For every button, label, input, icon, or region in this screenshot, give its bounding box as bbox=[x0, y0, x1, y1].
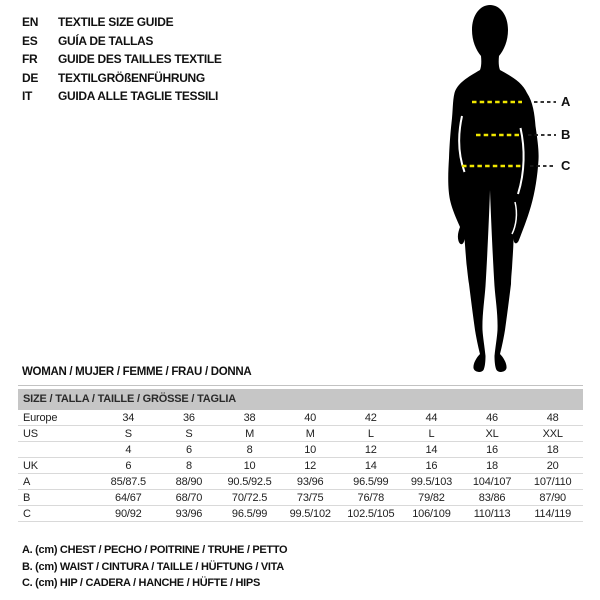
size-cell: 76/78 bbox=[357, 491, 385, 504]
row-label: B bbox=[23, 491, 31, 504]
row-label: US bbox=[23, 427, 38, 440]
size-row-a-chest bbox=[18, 474, 583, 490]
woman-silhouette bbox=[448, 5, 538, 372]
size-row-uk bbox=[18, 458, 583, 474]
size-cell: 110/113 bbox=[473, 507, 511, 520]
size-cell: M bbox=[305, 427, 315, 440]
size-cell: 102.5/105 bbox=[347, 507, 395, 520]
size-cell: 99.5/103 bbox=[410, 475, 453, 488]
row-label: C bbox=[23, 507, 31, 520]
size-row-b-waist bbox=[18, 490, 583, 506]
lang-code: EN bbox=[22, 15, 39, 30]
size-cell: 79/82 bbox=[418, 491, 445, 504]
lang-code: DE bbox=[22, 70, 39, 85]
size-cell: 14 bbox=[364, 459, 377, 472]
measure-label-c: C bbox=[561, 158, 571, 173]
size-cell: 12 bbox=[304, 459, 317, 472]
size-table-header: SIZE / TALLA / TAILLE / GRÖSSE / TAGLIA bbox=[18, 389, 583, 410]
lang-code: IT bbox=[22, 89, 33, 104]
row-label: Europe bbox=[23, 411, 58, 424]
size-cell: 90.5/92.5 bbox=[227, 475, 272, 488]
lang-row-fr bbox=[22, 50, 222, 69]
size-cell: 114/119 bbox=[534, 507, 572, 520]
size-cell: 14 bbox=[425, 443, 438, 456]
lang-row-it bbox=[22, 87, 222, 106]
size-cell: 18 bbox=[546, 443, 559, 456]
size-cell: 85/87.5 bbox=[110, 475, 146, 488]
size-cell: 99.5/102 bbox=[289, 507, 331, 520]
size-cell: 106/109 bbox=[412, 507, 451, 520]
size-cell: 90/92 bbox=[115, 507, 142, 520]
size-cell: 8 bbox=[185, 459, 192, 472]
size-cell: 18 bbox=[486, 459, 498, 472]
size-cell: 44 bbox=[425, 411, 438, 424]
size-cell: 96.5/99 bbox=[231, 507, 268, 520]
size-cell: XXL bbox=[542, 427, 563, 440]
woman-silhouette-figure bbox=[408, 4, 571, 376]
size-cell: 46 bbox=[486, 411, 498, 424]
lang-row-de bbox=[22, 69, 222, 88]
size-cell: 10 bbox=[304, 443, 317, 456]
measure-label-a: A bbox=[561, 94, 571, 109]
lang-code: FR bbox=[22, 52, 38, 67]
size-row-c-hip bbox=[18, 506, 583, 522]
size-table bbox=[18, 385, 583, 522]
row-label: UK bbox=[23, 459, 38, 472]
lang-row-es bbox=[22, 32, 222, 51]
size-cell: XL bbox=[485, 427, 499, 440]
size-row-us-numeric bbox=[18, 442, 583, 458]
size-cell: 83/86 bbox=[478, 491, 506, 504]
language-title-block bbox=[22, 13, 222, 106]
size-cell: 88/90 bbox=[175, 475, 203, 488]
lang-row-en bbox=[22, 13, 222, 32]
size-row-europe bbox=[18, 410, 583, 426]
legend-item-b-waist: B. (cm) WAIST / CINTURA / TAILLE / HÜFTUNG / VITA bbox=[22, 560, 284, 573]
legend-item-c-hip: C. (cm) HIP / CADERA / HANCHE / HÜFTE / HIPS bbox=[22, 577, 260, 590]
lang-code: ES bbox=[22, 33, 38, 48]
size-cell: 107/110 bbox=[533, 475, 572, 488]
row-label: A bbox=[23, 475, 31, 488]
size-cell: 10 bbox=[243, 459, 256, 472]
section-title-woman: WOMAN / MUJER / FEMME / FRAU / DONNA bbox=[22, 366, 252, 378]
size-cell: S bbox=[185, 427, 193, 440]
size-cell: 8 bbox=[246, 443, 253, 456]
size-cell: 34 bbox=[122, 411, 135, 424]
size-cell: M bbox=[245, 427, 255, 440]
size-cell: L bbox=[367, 427, 374, 440]
size-cell: 96.5/99 bbox=[353, 475, 389, 488]
lang-label: GUIDA ALLE TAGLIE TESSILI bbox=[58, 89, 219, 104]
lang-label: TEXTILGRÖßENFÜHRUNG bbox=[58, 70, 205, 85]
size-cell: 20 bbox=[546, 459, 559, 472]
measurement-legend bbox=[22, 542, 287, 592]
size-row-us bbox=[18, 426, 583, 442]
size-cell: 36 bbox=[183, 411, 195, 424]
lang-label: TEXTILE SIZE GUIDE bbox=[58, 15, 174, 30]
size-cell: 93/96 bbox=[296, 475, 324, 488]
size-cell: S bbox=[124, 427, 132, 440]
size-cell: 68/70 bbox=[175, 491, 203, 504]
lang-label: GUIDE DES TAILLES TEXTILE bbox=[58, 52, 222, 67]
legend-item-a-chest: A. (cm) CHEST / PECHO / POITRINE / TRUHE / PETTO bbox=[22, 544, 288, 556]
size-cell: 38 bbox=[243, 411, 256, 424]
size-cell: L bbox=[428, 427, 435, 440]
size-cell: 12 bbox=[364, 443, 377, 456]
size-cell: 87/90 bbox=[539, 491, 566, 504]
size-cell: 48 bbox=[546, 411, 559, 424]
size-cell: 42 bbox=[364, 411, 377, 424]
size-cell: 70/72.5 bbox=[231, 491, 268, 504]
size-cell: 16 bbox=[425, 459, 438, 472]
size-cell: 16 bbox=[486, 443, 498, 456]
size-cell: 4 bbox=[125, 443, 132, 456]
measure-label-b: B bbox=[561, 127, 571, 142]
size-cell: 40 bbox=[304, 411, 317, 424]
size-cell: 104/107 bbox=[472, 475, 512, 488]
size-cell: 93/96 bbox=[175, 507, 203, 520]
size-cell: 73/75 bbox=[296, 491, 324, 504]
size-cell: 64/67 bbox=[115, 491, 142, 504]
size-cell: 6 bbox=[125, 459, 132, 472]
size-cell: 6 bbox=[185, 443, 192, 456]
lang-label: GUÍA DE TALLAS bbox=[58, 33, 154, 48]
